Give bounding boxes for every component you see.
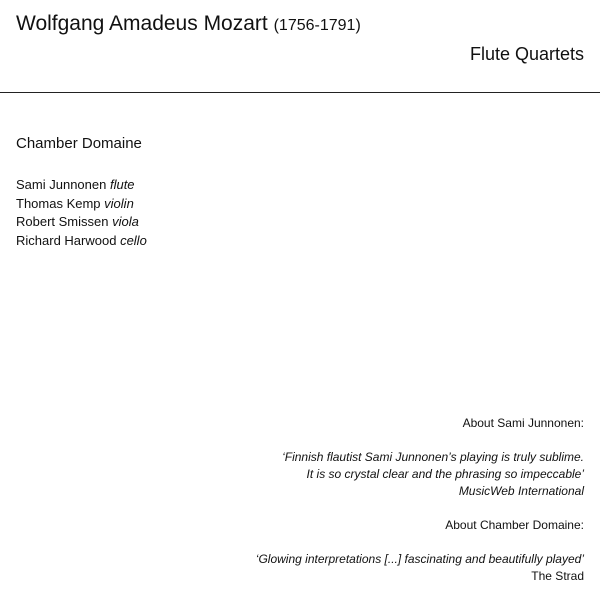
performer-instrument: cello (120, 232, 147, 248)
ensemble-review-heading: About Chamber Domaine: (445, 518, 584, 532)
spacer (164, 500, 584, 517)
performer-name: Thomas Kemp (16, 195, 101, 211)
work-title: Flute Quartets (469, 44, 584, 64)
performer-list (16, 176, 147, 250)
ensemble-quote: ‘Glowing interpretations [...] fascinating and beautifully played’ (255, 552, 584, 566)
performer-instrument: violin (104, 195, 134, 211)
composer-heading (16, 12, 361, 36)
performer-instrument: flute (109, 177, 135, 192)
performer-name: Sami Junnonen (16, 177, 107, 192)
performer-item (16, 195, 147, 214)
ensemble-review-source: The Strad (531, 569, 584, 583)
ensemble-name: Chamber Domaine (16, 135, 142, 152)
composer-dates: (1756-1791) (273, 17, 361, 34)
performer-item (16, 176, 147, 195)
soloist-review-source: MusicWeb International (458, 484, 584, 498)
composer-name: Wolfgang Amadeus Mozart (16, 12, 268, 35)
soloist-review-heading: About Sami Junnonen: (462, 416, 584, 430)
soloist-quote-line: ‘Finnish flautist Sami Junnonen’s playing is truly sublime. (282, 450, 584, 464)
spacer (164, 432, 584, 449)
reviews-block (164, 415, 584, 585)
performer-item (16, 213, 147, 232)
divider-line (0, 92, 600, 93)
performer-name: Robert Smissen (16, 214, 109, 229)
performer-item (16, 232, 147, 251)
spacer (164, 534, 584, 551)
soloist-quote-line: It is so crystal clear and the phrasing so impeccable’ (306, 467, 584, 481)
performer-name: Richard Harwood (16, 232, 117, 248)
performer-instrument: viola (112, 214, 139, 229)
